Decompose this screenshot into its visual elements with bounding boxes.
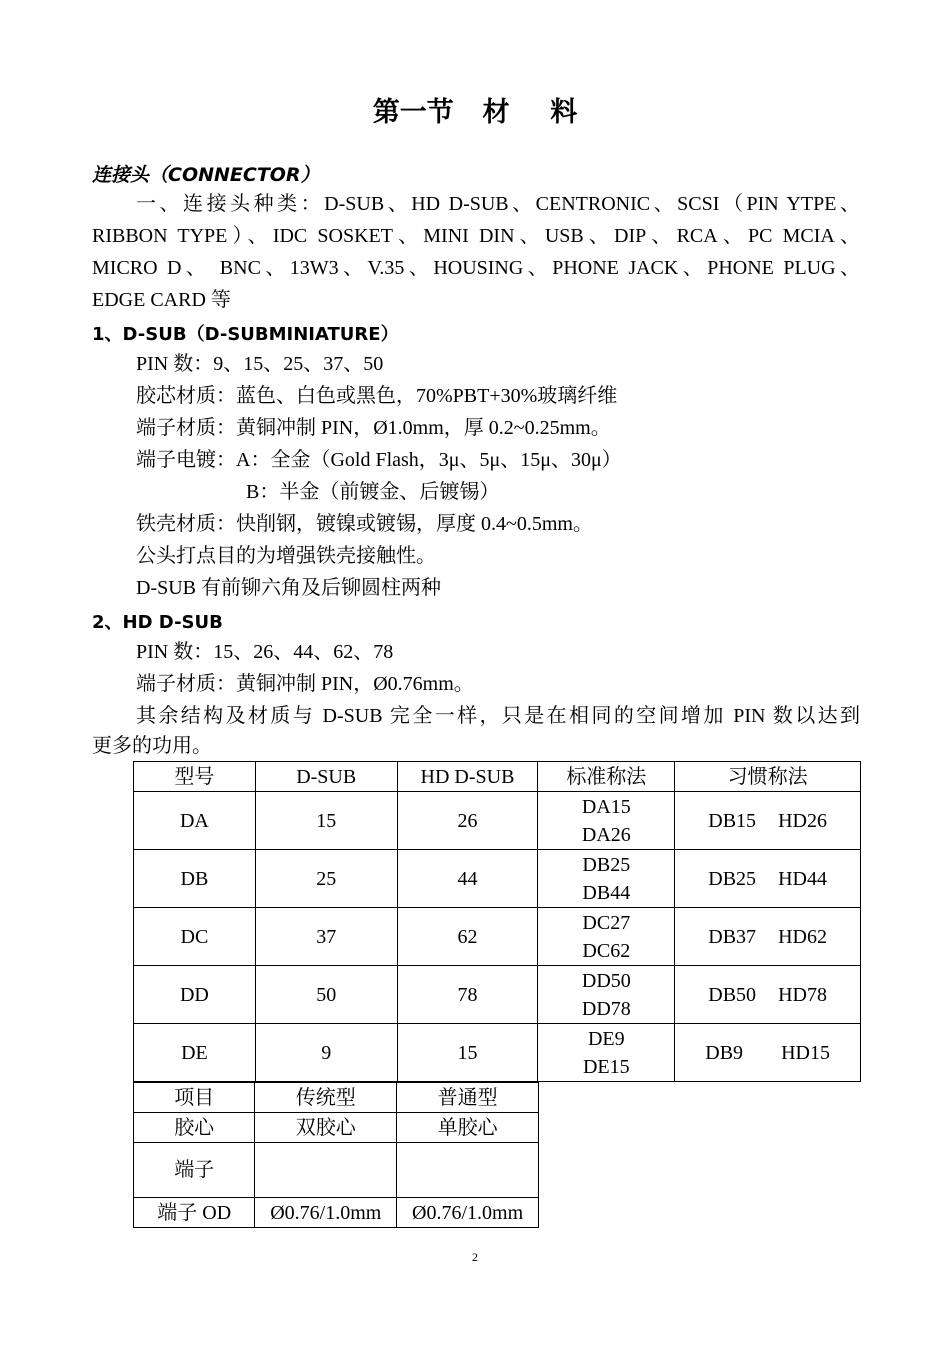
types-line: EDGE CARD 等 xyxy=(92,289,231,311)
standard-name-cell xyxy=(538,1024,675,1082)
standard-name: DD78 xyxy=(581,997,631,1020)
table-cell: Ø0.76/1.0mm xyxy=(255,1198,397,1228)
title-part-3: 料 xyxy=(550,97,578,127)
standard-name-cell xyxy=(538,966,675,1024)
custom-name: DB50 xyxy=(708,983,757,1006)
table-row xyxy=(134,1143,539,1198)
hdsub-cell: 26 xyxy=(397,792,538,850)
table-row xyxy=(134,1024,861,1082)
custom-name-cell xyxy=(675,1024,861,1082)
standard-name-cell xyxy=(538,908,675,966)
type-comparison-table xyxy=(133,1082,539,1228)
standard-name: DA15 xyxy=(581,795,631,818)
model-cell: DD xyxy=(134,966,256,1024)
standard-name-cell xyxy=(538,850,675,908)
hdsub-paragraph-line: 其余结构及材质与 D-SUB 完全一样，只是在相同的空间增加 PIN 数以达到 xyxy=(136,705,860,727)
table-row xyxy=(134,966,861,1024)
standard-name: DA26 xyxy=(581,823,631,846)
table-cell: Ø0.76/1.0mm xyxy=(397,1198,539,1228)
custom-name: HD15 xyxy=(781,1041,830,1064)
table-header-cell: 项目 xyxy=(134,1083,255,1113)
table-header-cell: 标准称法 xyxy=(538,762,675,792)
custom-name-cell xyxy=(675,966,861,1024)
table-cell: 端子 OD xyxy=(134,1198,255,1228)
standard-name: DE9 xyxy=(587,1027,625,1050)
hdsub-line: PIN 数：15、26、44、62、78 xyxy=(136,641,394,663)
standard-name: DC27 xyxy=(582,911,631,934)
model-cell: DE xyxy=(134,1024,256,1082)
dsub-cell: 15 xyxy=(255,792,397,850)
table-cell: 单胶心 xyxy=(397,1113,539,1143)
types-line: MICRO D、 BNC、13W3、V.35、HOUSING、PHONE JACK、PHONE PLUG、 xyxy=(92,257,860,279)
table-header-cell: D-SUB xyxy=(255,762,397,792)
custom-name: HD26 xyxy=(778,809,827,832)
table-row xyxy=(134,1198,539,1228)
table-header-cell: 习惯称法 xyxy=(675,762,861,792)
dsub-line: 端子电镀：A：全金（Gold Flash，3μ、5μ、15μ、30μ） xyxy=(136,449,622,471)
custom-name: HD78 xyxy=(778,983,827,1006)
types-line: RIBBON TYPE）、IDC SOSKET、MINI DIN、USB、DIP、RCA、PC MCIA、 xyxy=(92,225,860,247)
table-header-cell: 普通型 xyxy=(397,1083,539,1113)
hdsub-line: 端子材质：黄铜冲制 PIN，Ø0.76mm。 xyxy=(136,673,474,695)
custom-name: HD62 xyxy=(778,925,827,948)
table-header-row xyxy=(134,762,861,792)
table-header-cell: 型号 xyxy=(134,762,256,792)
dsub-cell: 25 xyxy=(255,850,397,908)
table-cell: 端子 xyxy=(134,1143,255,1198)
hdsub-paragraph-line: 更多的功用。 xyxy=(92,735,212,757)
types-line: 一、连接头种类：D-SUB、HD D-SUB、CENTRONIC、SCSI（PIN YTPE、 xyxy=(136,193,860,215)
page-number: 2 xyxy=(472,1250,478,1264)
hdsub-cell: 62 xyxy=(397,908,538,966)
custom-name-cell xyxy=(675,850,861,908)
standard-name: DD50 xyxy=(581,969,631,992)
dsub-line: 铁壳材质：快削钢，镀镍或镀锡，厚度 0.4~0.5mm。 xyxy=(136,513,593,535)
custom-name: DB15 xyxy=(708,809,757,832)
hdsub-cell: 44 xyxy=(397,850,538,908)
dsub-line: PIN 数：9、15、25、37、50 xyxy=(136,353,384,375)
dsub-cell: 9 xyxy=(255,1024,397,1082)
standard-name: DB25 xyxy=(582,853,631,876)
custom-name: HD44 xyxy=(778,867,827,890)
dsub-cell: 50 xyxy=(255,966,397,1024)
custom-name-cell xyxy=(675,908,861,966)
table-row xyxy=(134,1113,539,1143)
hdsub-cell: 15 xyxy=(397,1024,538,1082)
dsub-line: 公头打点目的为增强铁壳接触性。 xyxy=(136,545,436,567)
table-row xyxy=(134,792,861,850)
title-part-2: 材 xyxy=(482,97,510,127)
model-cell: DC xyxy=(134,908,256,966)
custom-name: DB25 xyxy=(708,867,757,890)
dsub-line: D-SUB 有前铆六角及后铆圆柱两种 xyxy=(136,577,442,599)
hdsub-cell: 78 xyxy=(397,966,538,1024)
title-part-1: 第一节 xyxy=(372,97,454,127)
table-cell xyxy=(255,1143,397,1198)
model-cell: DA xyxy=(134,792,256,850)
table-header-cell: HD D-SUB xyxy=(397,762,538,792)
standard-name: DE15 xyxy=(582,1055,630,1078)
standard-name: DC62 xyxy=(582,939,631,962)
custom-name: DB37 xyxy=(708,925,757,948)
dsub-line: 端子材质：黄铜冲制 PIN，Ø1.0mm，厚 0.2~0.25mm。 xyxy=(136,417,611,439)
model-table xyxy=(133,761,861,1082)
table-cell xyxy=(397,1143,539,1198)
custom-name: DB9 xyxy=(705,1041,744,1064)
table-row xyxy=(134,850,861,908)
table-cell: 胶心 xyxy=(134,1113,255,1143)
dsub-line: 胶芯材质：蓝色、白色或黑色，70%PBT+30%玻璃纤维 xyxy=(136,385,618,407)
page-title xyxy=(0,90,950,129)
table-row xyxy=(134,908,861,966)
hdsub-heading: 2、HD D-SUB xyxy=(92,612,223,633)
model-cell: DB xyxy=(134,850,256,908)
table-header-row xyxy=(134,1083,539,1113)
dsub-heading: 1、D-SUB（D-SUBMINIATURE） xyxy=(92,324,399,345)
table-cell: 双胶心 xyxy=(255,1113,397,1143)
connector-heading: 连接头（CONNECTOR） xyxy=(92,164,320,186)
standard-name: DB44 xyxy=(582,881,631,904)
dsub-cell: 37 xyxy=(255,908,397,966)
dsub-line: B：半金（前镀金、后镀锡） xyxy=(246,481,500,503)
custom-name-cell xyxy=(675,792,861,850)
standard-name-cell xyxy=(538,792,675,850)
table-header-cell: 传统型 xyxy=(255,1083,397,1113)
